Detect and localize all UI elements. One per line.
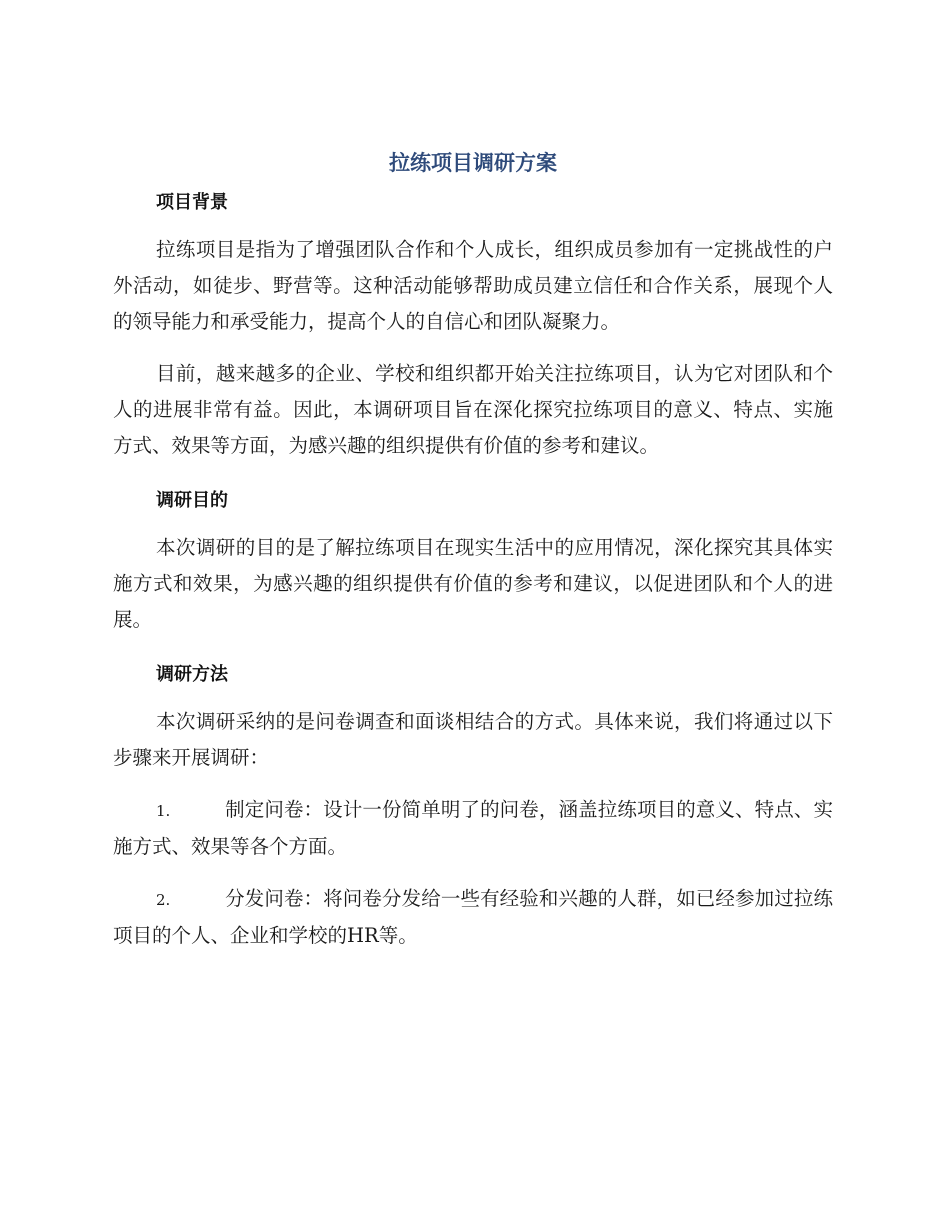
list-item: [113, 881, 833, 954]
paragraph: 本次调研的目的是了解拉练项目在现实生活中的应用情况，深化探究其具体实施方式和效果，为感兴趣的组织提供有价值的参考和建议，以促进团队和个人的进展。: [113, 536, 833, 631]
paragraph: 本次调研采纳的是问卷调查和面谈相结合的方式。具体来说，我们将通过以下步骤来开展调研：: [113, 710, 833, 769]
section-method: [113, 660, 833, 954]
document-title: 拉练项目调研方案: [389, 151, 557, 175]
list-item-text: 制定问卷：设计一份简单明了的问卷，涵盖拉练项目的意义、特点、实施方式、效果等各个方面。: [113, 798, 833, 858]
paragraph: 目前，越来越多的企业、学校和组织都开始关注拉练项目，认为它对团队和个人的进展非常有益。因此，本调研项目旨在深化探究拉练项目的意义、特点、实施方式、效果等方面，为感兴趣的组织提供有价值的参考和建议。: [113, 362, 833, 457]
list-item: [113, 792, 833, 865]
list-number: 1.: [156, 802, 171, 820]
section-heading: 项目背景: [156, 192, 228, 213]
section-heading: 调研目的: [156, 490, 228, 511]
list-number: 2.: [156, 891, 171, 909]
section-heading: 调研方法: [156, 664, 228, 685]
paragraph: 拉练项目是指为了增强团队合作和个人成长，组织成员参加有一定挑战性的户外活动，如徒步、野营等。这种活动能够帮助成员建立信任和合作关系，展现个人的领导能力和承受能力，提高个人的自信心和团队凝聚力。: [113, 238, 833, 333]
section-purpose: [113, 486, 833, 638]
document-content: [113, 146, 833, 970]
section-background: [113, 188, 833, 464]
list-item-text: 分发问卷：将问卷分发给一些有经验和兴趣的人群，如已经参加过拉练项目的个人、企业和学校的HR等。: [113, 887, 833, 947]
